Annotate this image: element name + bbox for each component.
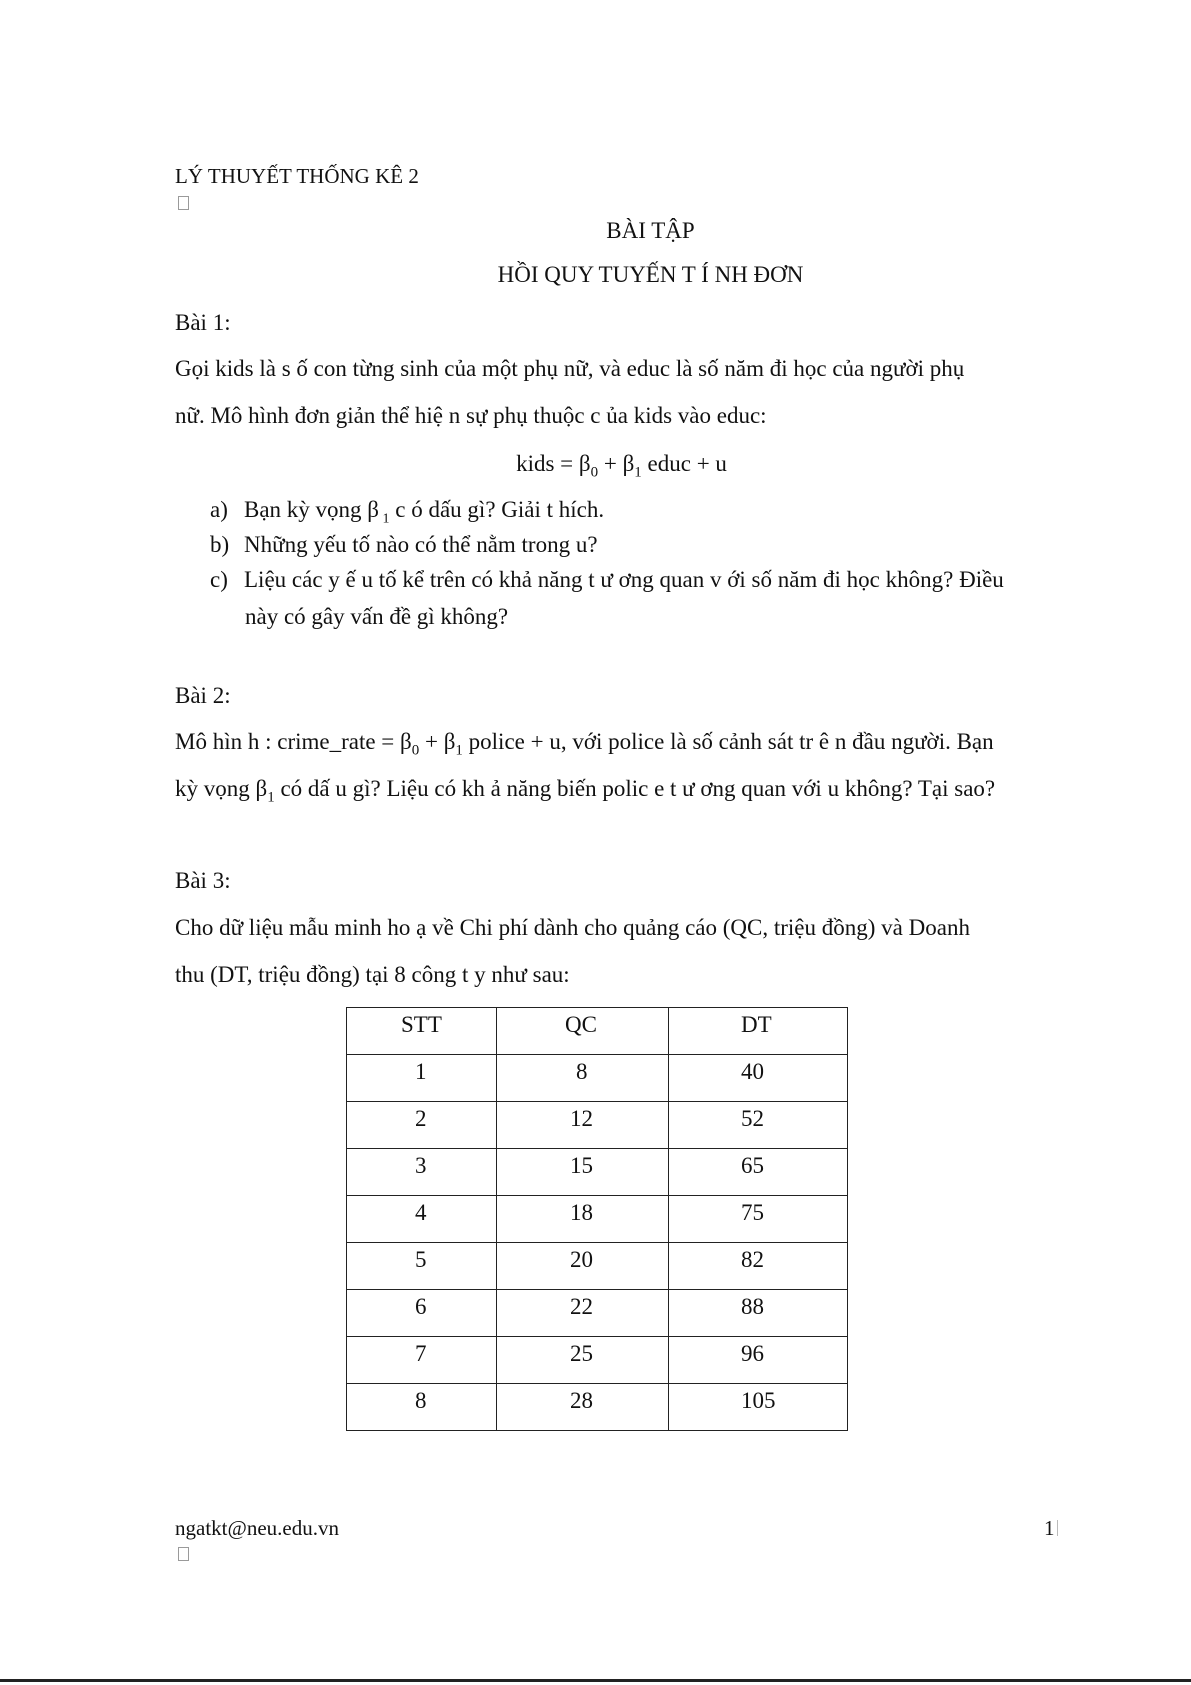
cell-stt: 1	[415, 1059, 427, 1084]
cell-dt: 82	[741, 1247, 764, 1272]
cell-qc: 25	[570, 1341, 593, 1366]
bai1-question-b: b) Những yếu tố nào có thể nằm trong u?	[210, 532, 598, 557]
bai1-question-a: a) Bạn kỳ vọng β $_1$ c ó dấu gì? Giải t hích.	[210, 497, 605, 527]
cell-dt: 96	[741, 1341, 764, 1366]
bai1-question-c-cont: này có gây vấn đề gì không?	[245, 604, 509, 629]
table-header-stt: STT	[347, 1008, 497, 1055]
cell-qc: 20	[570, 1247, 593, 1272]
table-row	[347, 1337, 848, 1384]
doc-subtitle: HỒI QUY TUYẾN T Í NH ĐƠN	[497, 262, 804, 287]
table-row	[347, 1384, 848, 1431]
course-header: LÝ THUYẾT THỐNG KÊ 2	[175, 164, 419, 188]
table-header-row	[347, 1008, 848, 1055]
table-header-dt: DT	[669, 1008, 848, 1055]
table-row	[347, 1196, 848, 1243]
cell-stt: 8	[415, 1388, 427, 1413]
missing-glyph-icon	[178, 196, 189, 210]
cell-dt: 88	[741, 1294, 764, 1319]
bai2-line2: kỳ vọng $\beta_1$ có dấ u gì? Liệu có kh ả năng biến polic e t ư ơng quan với u không? Tại sao?	[175, 776, 996, 806]
page-bottom-rule	[0, 1679, 1191, 1682]
cell-stt: 4	[415, 1200, 427, 1225]
table-row	[347, 1055, 848, 1102]
table-row	[347, 1243, 848, 1290]
cell-dt: 40	[741, 1059, 764, 1084]
bai1-formula: kids = $\beta_0 + \beta_1$ educ + u	[516, 451, 727, 481]
cell-dt: 52	[741, 1106, 764, 1131]
table-row	[347, 1290, 848, 1337]
cell-qc: 12	[570, 1106, 593, 1131]
bai1-para-line2: nữ. Mô hình đơn giản thể hiệ n sự phụ thuộc c ủa kids vào educ:	[175, 403, 767, 428]
bai3-para-line2: thu (DT, triệu đồng) tại 8 công t y như sau:	[175, 962, 570, 987]
cell-qc: 28	[570, 1388, 593, 1413]
cell-stt: 7	[415, 1341, 427, 1366]
cell-dt: 75	[741, 1200, 764, 1225]
cell-dt: 105	[741, 1388, 776, 1413]
page-number-separator	[1057, 1520, 1058, 1536]
cell-qc: 8	[576, 1059, 588, 1084]
bai1-para-line1: Gọi kids là s ố con từng sinh của một phụ nữ, và educ là số năm đi học của người phụ	[175, 356, 965, 381]
cell-dt: 65	[741, 1153, 764, 1178]
bai1-heading: Bài 1:	[175, 310, 231, 335]
bai2-heading: Bài 2:	[175, 683, 231, 708]
cell-stt: 6	[415, 1294, 427, 1319]
doc-title: BÀI TẬP	[606, 218, 695, 243]
cell-qc: 18	[570, 1200, 593, 1225]
bai3-para-line1: Cho dữ liệu mẫu minh ho ạ về Chi phí dành cho quảng cáo (QC, triệu đồng) và Doanh	[175, 915, 970, 940]
bai1-question-c: c) Liệu các y ế u tố kể trên có khả năng t ư ơng quan v ới số năm đi học không? Điều	[210, 567, 1004, 592]
data-table	[346, 1007, 848, 1431]
bai2-line1: Mô hìn h : crime_rate = $\beta_0 + \beta_1$ police + u, với police là số cảnh sát tr ê n đầu người. Bạn	[175, 729, 994, 759]
cell-stt: 3	[415, 1153, 427, 1178]
cell-qc: 15	[570, 1153, 593, 1178]
table-row	[347, 1102, 848, 1149]
cell-qc: 22	[570, 1294, 593, 1319]
footer-email: ngatkt@neu.edu.vn	[175, 1516, 339, 1540]
page-number: 1	[1044, 1516, 1055, 1540]
missing-glyph-icon	[178, 1547, 189, 1561]
cell-stt: 5	[415, 1247, 427, 1272]
bai3-heading: Bài 3:	[175, 868, 231, 893]
table-header-qc: QC	[497, 1008, 669, 1055]
cell-stt: 2	[415, 1106, 427, 1131]
table-row	[347, 1149, 848, 1196]
